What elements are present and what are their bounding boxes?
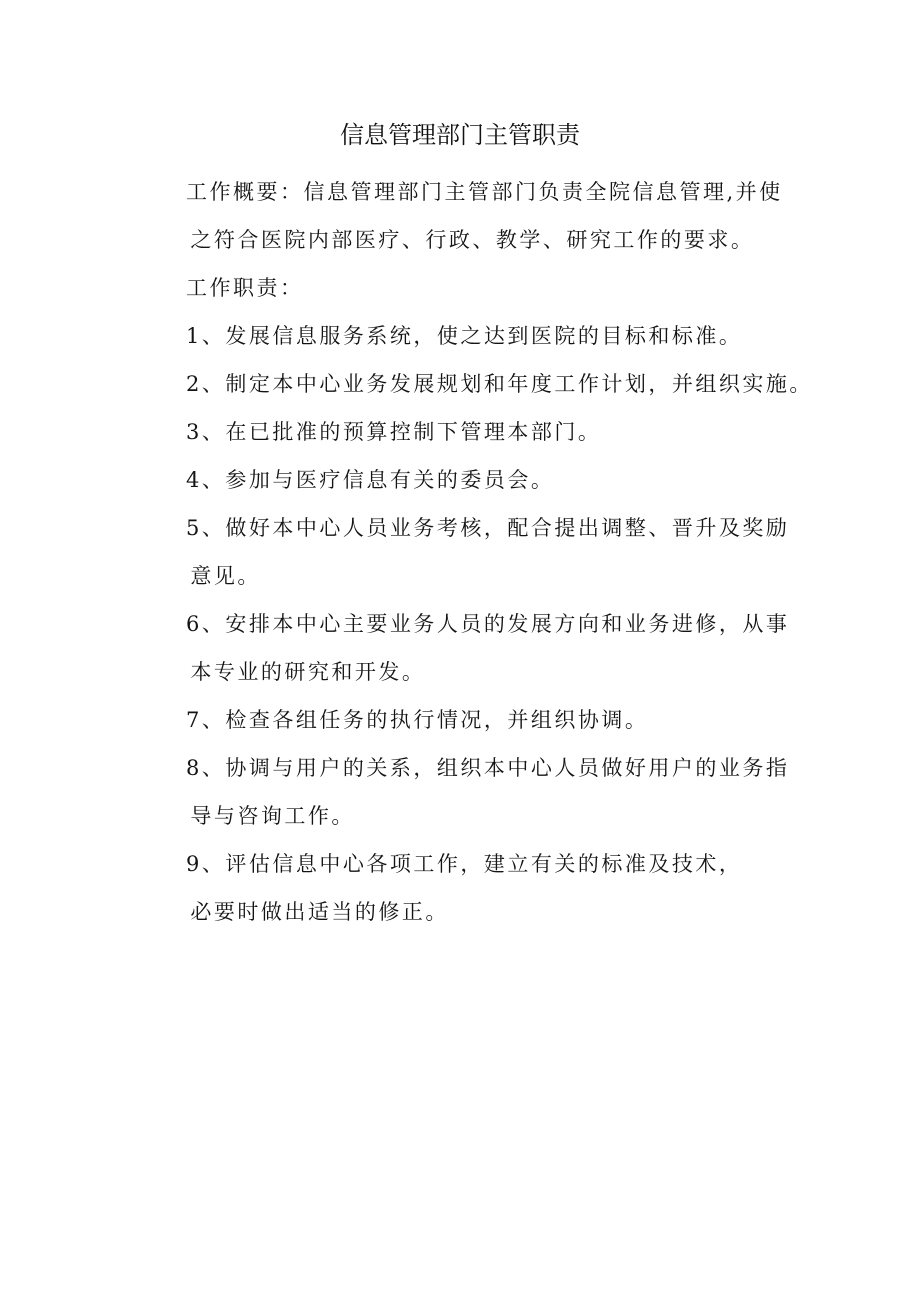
duty-item-9 xyxy=(140,840,785,936)
duty-item-7 xyxy=(140,696,785,744)
duty-item-1 xyxy=(140,312,785,360)
duty-item-8 xyxy=(140,744,790,840)
duty-item-2 xyxy=(140,360,813,408)
duties-heading-paragraph xyxy=(140,264,785,312)
duty-item-6-line-1: 6、安排本中心主要业务人员的发展方向和业务进修，从事 xyxy=(186,612,790,636)
overview-line-1: 工作概要：信息管理部门主管部门负责全院信息管理,并使 xyxy=(186,180,783,204)
duties-heading: 工作职责： xyxy=(186,276,304,300)
duty-item-6-line-2: 本专业的研究和开发。 xyxy=(190,660,426,684)
duty-item-3 xyxy=(140,408,785,456)
duty-item-4-line-1: 4、参加与医疗信息有关的委员会。 xyxy=(186,468,555,492)
duty-item-8-line-2: 导与咨询工作。 xyxy=(190,804,355,828)
document-title: 信息管理部门主管职责 xyxy=(340,121,580,149)
overview-paragraph xyxy=(140,168,785,264)
duty-item-8-line-1: 8、协调与用户的关系，组织本中心人员做好用户的业务指 xyxy=(186,756,790,780)
duty-item-6 xyxy=(140,600,790,696)
duty-item-2-line-1: 2、制定本中心业务发展规划和年度工作计划，并组织实施。 xyxy=(186,372,813,396)
duty-item-5-line-1: 5、做好本中心人员业务考核，配合提出调整、晋升及奖励 xyxy=(186,516,790,540)
duty-item-5 xyxy=(140,504,790,600)
duty-item-3-line-1: 3、在已批准的预算控制下管理本部门。 xyxy=(186,420,602,444)
duty-item-9-line-1: 9、评估信息中心各项工作，建立有关的标准及技术， xyxy=(186,852,743,876)
duty-item-4 xyxy=(140,456,785,504)
duty-item-9-line-2: 必要时做出适当的修正。 xyxy=(190,900,449,924)
duty-item-5-line-2: 意见。 xyxy=(190,564,261,588)
duty-item-7-line-1: 7、检查各组任务的执行情况，并组织协调。 xyxy=(186,708,649,732)
duty-item-1-line-1: 1、发展信息服务系统，使之达到医院的目标和标准。 xyxy=(186,324,743,348)
document-body xyxy=(140,168,813,936)
overview-line-2: 之符合医院内部医疗、行政、教学、研究工作的要求。 xyxy=(190,228,755,252)
